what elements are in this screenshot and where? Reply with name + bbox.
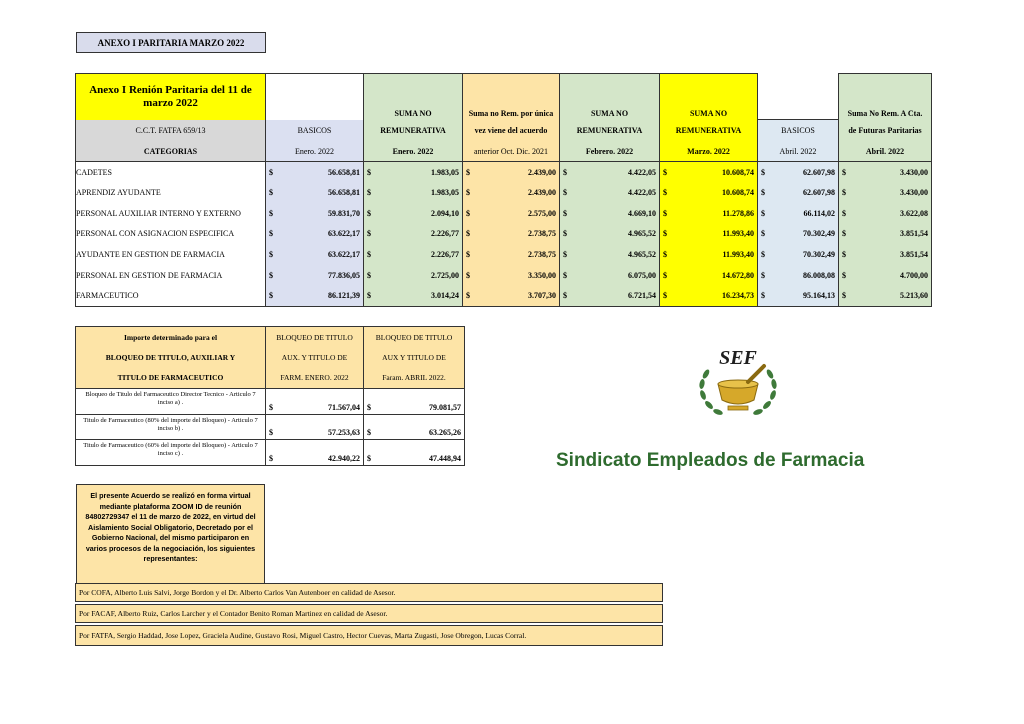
value-cell (266, 244, 364, 265)
amount: 2.725,00 (431, 270, 459, 280)
currency-symbol: $ (367, 453, 371, 463)
header-suma-marzo-date: Marzo. 2022 (660, 142, 758, 162)
value-cell (758, 162, 839, 183)
table-row (76, 414, 465, 440)
representatives-cofa: Por COFA, Alberto Luis Salvi, Jorge Bordon y el Dr. Alberto Carlos Van Autenboer en calidad de Asesor. (75, 583, 663, 602)
header-suma-unica-top: Suma no Rem. por única (463, 74, 560, 120)
amount: 2.226,77 (431, 229, 459, 239)
header-basicos-abril: BASICOS (758, 120, 839, 142)
value-cell (364, 203, 463, 224)
currency-symbol: $ (466, 188, 470, 198)
value-cell (463, 244, 560, 265)
table-row (76, 265, 932, 286)
currency-symbol: $ (269, 402, 273, 412)
currency-symbol: $ (367, 229, 371, 239)
value-cell (463, 203, 560, 224)
amount: 6.721,54 (628, 291, 656, 301)
table-row (76, 224, 932, 245)
value-cell (839, 224, 932, 245)
header-suma-marzo-mid: REMUNERATIVA (660, 120, 758, 142)
representatives-facaf: Por FACAF, Alberto Ruiz, Carlos Larcher y el Contador Benito Roman Martinez en calidad de Asesor. (75, 604, 663, 623)
value-cell (758, 224, 839, 245)
currency-symbol: $ (842, 188, 846, 198)
currency-symbol: $ (761, 208, 765, 218)
amount: 2.439,00 (528, 167, 556, 177)
currency-symbol: $ (563, 250, 567, 260)
currency-symbol: $ (663, 167, 667, 177)
currency-symbol: $ (563, 188, 567, 198)
currency-symbol: $ (663, 229, 667, 239)
amount: 47.448,94 (429, 453, 461, 463)
bloqueo-table (75, 326, 465, 466)
amount: 4.965,52 (628, 229, 656, 239)
amount: 59.831,70 (328, 208, 360, 218)
value-cell (839, 286, 932, 307)
value-cell (463, 182, 560, 203)
category-name: AYUDANTE EN GESTION DE FARMACIA (76, 244, 266, 265)
bloqueo-value-abril (364, 440, 465, 466)
value-cell (266, 203, 364, 224)
amount: 63.622,17 (328, 229, 360, 239)
amount: 1.983,05 (431, 167, 459, 177)
currency-symbol: $ (269, 453, 273, 463)
amount: 71.567,04 (328, 402, 360, 412)
currency-symbol: $ (269, 250, 273, 260)
value-cell (758, 265, 839, 286)
amount: 3.851,54 (900, 250, 928, 260)
amount: 95.164,13 (803, 291, 835, 301)
bloqueo-header: Importe determinado para el BLOQUEO DE TITULO, AUXILIAR Y TITULO DE FARMACEUTICO (76, 327, 266, 389)
currency-symbol: $ (466, 229, 470, 239)
value-cell (463, 265, 560, 286)
amount: 14.672,80 (722, 270, 754, 280)
amount: 3.851,54 (900, 229, 928, 239)
header-suma-unica-mid: vez viene del acuerdo (463, 120, 560, 142)
header-suma-enero-date: Enero. 2022 (364, 142, 463, 162)
currency-symbol: $ (663, 208, 667, 218)
currency-symbol: $ (367, 428, 371, 437)
category-name: FARMACEUTICO (76, 286, 266, 307)
amount: 3.014,24 (431, 291, 459, 301)
amount: 3.350,00 (528, 270, 556, 280)
salary-table (75, 73, 932, 307)
value-cell (660, 203, 758, 224)
amount: 10.608,74 (722, 167, 754, 177)
currency-symbol: $ (761, 270, 765, 280)
currency-symbol: $ (269, 167, 273, 177)
header-suma-febrero-mid: REMUNERATIVA (560, 120, 660, 142)
currency-symbol: $ (466, 250, 470, 260)
amount: 2.439,00 (528, 188, 556, 198)
amount: 2.738,75 (528, 229, 556, 239)
value-cell (266, 182, 364, 203)
currency-symbol: $ (269, 270, 273, 280)
logo-text: SEF (719, 347, 757, 369)
value-cell (660, 244, 758, 265)
value-cell (560, 224, 660, 245)
amount: 3.707,30 (528, 291, 556, 301)
category-name: PERSONAL CON ASIGNACION ESPECIFICA (76, 224, 266, 245)
currency-symbol: $ (367, 188, 371, 198)
value-cell (839, 244, 932, 265)
bloqueo-header-enero: BLOQUEO DE TITULO AUX. Y TITULO DE FARM. ENERO. 2022 (266, 327, 364, 389)
cct-label: C.C.T. FATFA 659/13 (76, 120, 266, 142)
amount: 2.226,77 (431, 250, 459, 260)
table-row (76, 286, 932, 307)
amount: 11.993,40 (722, 229, 754, 239)
currency-symbol: $ (563, 208, 567, 218)
header-suma-abril-top: Suma No Rem. A Cta. (839, 74, 932, 120)
amount: 57.253,63 (328, 428, 360, 437)
bloqueo-label: Titulo de Farmaceutico (80% del importe del Bloqueo) - Articulo 7 inciso b) . (76, 414, 266, 440)
value-cell (758, 182, 839, 203)
currency-symbol: $ (269, 428, 273, 437)
header-suma-enero-mid: REMUNERATIVA (364, 120, 463, 142)
value-cell (560, 182, 660, 203)
amount: 4.422,05 (628, 188, 656, 198)
currency-symbol: $ (761, 250, 765, 260)
category-name: PERSONAL AUXILIAR INTERNO Y EXTERNO (76, 203, 266, 224)
value-cell (560, 162, 660, 183)
bloqueo-value-abril (364, 389, 465, 415)
amount: 4.422,05 (628, 167, 656, 177)
table-row (76, 182, 932, 203)
header-suma-marzo-top: SUMA NO (660, 74, 758, 120)
currency-symbol: $ (842, 229, 846, 239)
value-cell (364, 265, 463, 286)
currency-symbol: $ (842, 250, 846, 260)
value-cell (560, 244, 660, 265)
currency-symbol: $ (563, 229, 567, 239)
currency-symbol: $ (269, 188, 273, 198)
header-suma-febrero-top: SUMA NO (560, 74, 660, 120)
currency-symbol: $ (269, 208, 273, 218)
value-cell (560, 265, 660, 286)
amount: 4.700,00 (900, 270, 928, 280)
category-name: PERSONAL EN GESTION DE FARMACIA (76, 265, 266, 286)
category-name: APRENDIZ AYUDANTE (76, 182, 266, 203)
currency-symbol: $ (563, 291, 567, 301)
currency-symbol: $ (761, 188, 765, 198)
amount: 4.669,10 (628, 208, 656, 218)
currency-symbol: $ (466, 270, 470, 280)
currency-symbol: $ (842, 167, 846, 177)
amount: 16.234,73 (722, 291, 754, 301)
amount: 3.430,00 (900, 188, 928, 198)
bloqueo-header-abril: BLOQUEO DE TITULO AUX Y TITULO DE Faram. ABRIL 2022. (364, 327, 465, 389)
value-cell (266, 286, 364, 307)
header-suma-abril-mid: de Futuras Paritarias (839, 120, 932, 142)
category-name: CADETES (76, 162, 266, 183)
amount: 1.983,05 (431, 188, 459, 198)
amount: 2.094,10 (431, 208, 459, 218)
value-cell (758, 244, 839, 265)
amount: 11.993,40 (722, 250, 754, 260)
bloqueo-value-enero (266, 414, 364, 440)
table-row (76, 162, 932, 183)
currency-symbol: $ (842, 270, 846, 280)
value-cell (660, 162, 758, 183)
currency-symbol: $ (367, 291, 371, 301)
currency-symbol: $ (466, 167, 470, 177)
currency-symbol: $ (842, 291, 846, 301)
currency-symbol: $ (663, 270, 667, 280)
value-cell (758, 203, 839, 224)
value-cell (364, 162, 463, 183)
bloqueo-value-abril (364, 414, 465, 440)
currency-symbol: $ (466, 208, 470, 218)
value-cell (266, 265, 364, 286)
sef-logo (692, 340, 784, 424)
value-cell (660, 224, 758, 245)
currency-symbol: $ (842, 208, 846, 218)
amount: 4.965,52 (628, 250, 656, 260)
header-suma-febrero-date: Febrero. 2022 (560, 142, 660, 162)
value-cell (660, 182, 758, 203)
currency-symbol: $ (761, 167, 765, 177)
amount: 56.658,81 (328, 188, 360, 198)
amount: 56.658,81 (328, 167, 360, 177)
amount: 77.836,05 (328, 270, 360, 280)
brand-name: Sindicato Empleados de Farmacia (556, 450, 865, 471)
currency-symbol: $ (663, 291, 667, 301)
value-cell (364, 244, 463, 265)
currency-symbol: $ (367, 270, 371, 280)
amount: 6.075,00 (628, 270, 656, 280)
value-cell (364, 224, 463, 245)
amount: 86.121,39 (328, 291, 360, 301)
value-cell (364, 286, 463, 307)
agreement-note: El presente Acuerdo se realizó en forma virtual mediante plataforma ZOOM ID de reunión 84802729347 el 11 de marzo de 2022, en virtud del Aislamiento Social Obligatorio, Decretado por el Gobierno Nacional, del mismo participaron en varios procesos de la negociación, los siguientes representantes: (76, 484, 265, 583)
currency-symbol: $ (269, 291, 273, 301)
value-cell (758, 286, 839, 307)
value-cell (839, 203, 932, 224)
currency-symbol: $ (563, 270, 567, 280)
amount: 70.302,49 (803, 229, 835, 239)
value-cell (364, 182, 463, 203)
amount: 2.738,75 (528, 250, 556, 260)
amount: 42.940,22 (328, 453, 360, 463)
value-cell (560, 203, 660, 224)
amount: 86.008,08 (803, 270, 835, 280)
table-row (76, 244, 932, 265)
currency-symbol: $ (761, 229, 765, 239)
bloqueo-value-enero (266, 440, 364, 466)
bloqueo-label: Bloqueo de Titulo del Farmaceutico Director Tecnico - Articulo 7 inciso a) . (76, 389, 266, 415)
amount: 79.081,57 (429, 402, 461, 412)
value-cell (839, 182, 932, 203)
amount: 10.608,74 (722, 188, 754, 198)
page-title: ANEXO I PARITARIA MARZO 2022 (76, 32, 266, 53)
header-basicos-enero: BASICOS (266, 120, 364, 142)
amount: 5.213,60 (900, 291, 928, 301)
table-row (76, 203, 932, 224)
amount: 2.575,00 (528, 208, 556, 218)
amount: 63.265,26 (429, 428, 461, 437)
value-cell (463, 162, 560, 183)
amount: 3.622,08 (900, 208, 928, 218)
currency-symbol: $ (367, 250, 371, 260)
currency-symbol: $ (367, 167, 371, 177)
table-row (76, 440, 465, 466)
amount: 62.607,98 (803, 188, 835, 198)
header-suma-unica-date: anterior Oct. Dic. 2021 (463, 142, 560, 162)
header-suma-abril-date: Abril. 2022 (839, 142, 932, 162)
currency-symbol: $ (367, 208, 371, 218)
value-cell (839, 162, 932, 183)
currency-symbol: $ (663, 188, 667, 198)
header-suma-enero-top: SUMA NO (364, 74, 463, 120)
header-basicos-enero-date: Enero. 2022 (266, 142, 364, 162)
amount: 63.622,17 (328, 250, 360, 260)
currency-symbol: $ (663, 250, 667, 260)
currency-symbol: $ (367, 402, 371, 412)
amount: 70.302,49 (803, 250, 835, 260)
currency-symbol: $ (269, 229, 273, 239)
amount: 3.430,00 (900, 167, 928, 177)
bloqueo-value-enero (266, 389, 364, 415)
table-heading: Anexo I Renión Paritaria del 11 de marzo 2022 (76, 74, 266, 120)
currency-symbol: $ (466, 291, 470, 301)
value-cell (660, 286, 758, 307)
representatives-fatfa: Por FATFA, Sergio Haddad, Jose Lopez, Graciela Audine, Gustavo Rosi, Miguel Castro, Hector Cuevas, Marta Zugasti, Jose Obregon, Lucas Corral. (75, 625, 663, 646)
currency-symbol: $ (563, 167, 567, 177)
value-cell (266, 162, 364, 183)
value-cell (839, 265, 932, 286)
value-cell (266, 224, 364, 245)
value-cell (463, 286, 560, 307)
amount: 62.607,98 (803, 167, 835, 177)
bloqueo-label: Titulo de Farmaceutico (60% del importe del Bloqueo) - Articulo 7 inciso c) . (76, 440, 266, 466)
categorias-label: CATEGORIAS (76, 142, 266, 162)
value-cell (463, 224, 560, 245)
amount: 11.278,86 (722, 208, 754, 218)
value-cell (660, 265, 758, 286)
table-row (76, 389, 465, 415)
amount: 66.114,02 (803, 208, 835, 218)
currency-symbol: $ (761, 291, 765, 301)
header-basicos-abril-date: Abril. 2022 (758, 142, 839, 162)
value-cell (560, 286, 660, 307)
